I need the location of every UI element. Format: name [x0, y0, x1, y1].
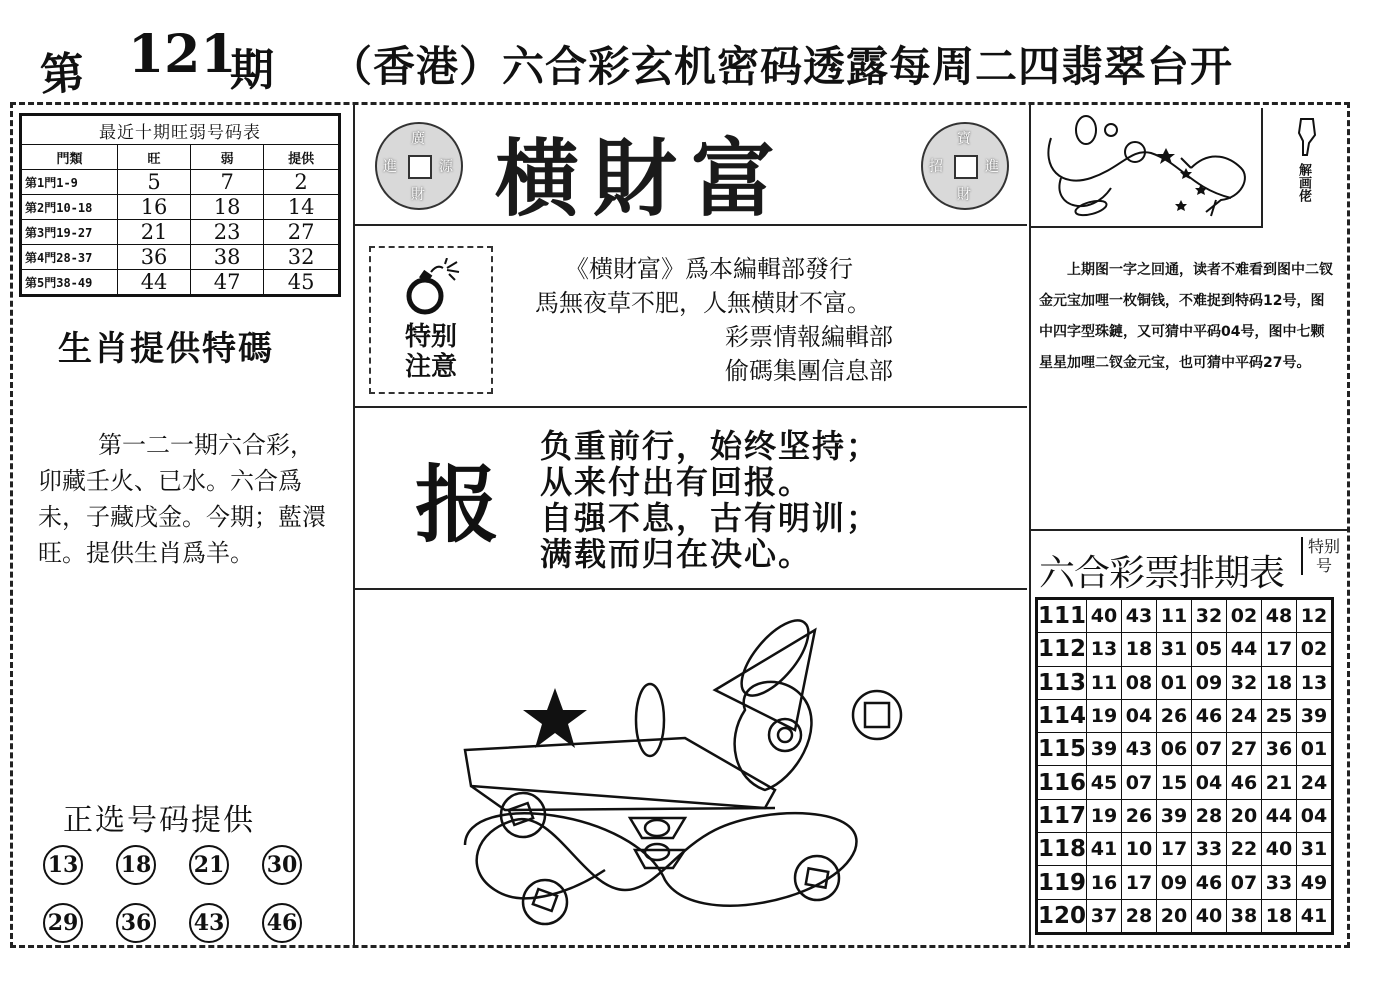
number-cell: 19 [1087, 699, 1122, 732]
number-cell: 04 [1192, 766, 1227, 799]
masthead-title: 横財富 [495, 129, 790, 228]
table-row [21, 245, 340, 270]
provide-value: 45 [264, 270, 340, 296]
number-cell: 07 [1122, 766, 1157, 799]
number-cell: 11 [1087, 666, 1122, 699]
notice-label [381, 322, 481, 382]
number-cell: 39 [1087, 733, 1122, 766]
notice-section [355, 226, 1027, 408]
issue-cell: 115 [1037, 733, 1087, 766]
issue-cell: 111 [1037, 599, 1087, 633]
special-number-cell: 02 [1297, 633, 1333, 666]
gate-label: 第3門19-27 [21, 220, 118, 245]
cold-value: 7 [191, 170, 264, 195]
notice-text [535, 252, 893, 388]
number-cell: 46 [1227, 766, 1262, 799]
number-cell: 46 [1192, 699, 1227, 732]
pick-ball: 29 [43, 903, 83, 943]
number-cell: 33 [1262, 866, 1297, 899]
number-cell: 19 [1087, 799, 1122, 832]
number-cell: 24 [1227, 699, 1262, 732]
gate-label: 第4門28-37 [21, 245, 118, 270]
hint-text: 上期图一字之回通，读者不难看到图中二钗金元宝加哩一枚铜钱，不难捉到特码12号，图中四字型珠鏈，又可猜中平码04号，图中七颗星星加哩二钗金元宝，也可猜中平码27号。 [1039, 262, 1333, 371]
pick-ball: 13 [43, 845, 83, 885]
issue-cell: 119 [1037, 866, 1087, 899]
issue-cell: 113 [1037, 666, 1087, 699]
table-row [1037, 799, 1333, 832]
number-cell: 05 [1192, 633, 1227, 666]
number-cell: 40 [1192, 899, 1227, 933]
notice-line: 馬無夜草不肥，人無横財不富。 [535, 289, 871, 317]
coin-char: 廣 [411, 131, 425, 147]
number-cell: 08 [1122, 666, 1157, 699]
gate-label: 第2門10-18 [21, 195, 118, 220]
number-cell: 02 [1227, 599, 1262, 633]
number-cell: 26 [1122, 799, 1157, 832]
header-gate: 門類 [21, 145, 118, 170]
number-cell: 38 [1227, 899, 1262, 933]
masthead [355, 108, 1027, 226]
number-cell: 40 [1262, 833, 1297, 866]
table-row [1037, 599, 1333, 633]
header-hot: 旺 [118, 145, 191, 170]
issue-cell: 116 [1037, 766, 1087, 799]
zodiac-text: 第一二一期六合彩，卯藏壬火、已水。六合爲未，子藏戌金。今期；藍澴旺。提供生肖爲羊。 [38, 431, 326, 567]
number-cell: 36 [1262, 733, 1297, 766]
header-cold: 弱 [191, 145, 264, 170]
number-cell: 20 [1227, 799, 1262, 832]
table-row [1037, 866, 1333, 899]
number-cell: 44 [1227, 633, 1262, 666]
special-number-cell: 39 [1297, 699, 1333, 732]
coin-char: 進 [383, 159, 397, 175]
special-number-cell: 12 [1297, 599, 1333, 633]
coin-char: 源 [439, 159, 453, 175]
number-cell: 04 [1122, 699, 1157, 732]
poem-section [355, 408, 1027, 590]
number-cell: 37 [1087, 899, 1122, 933]
coin-left-icon [375, 122, 463, 210]
pick-ball: 43 [189, 903, 229, 943]
coin-char: 招 [929, 159, 943, 175]
number-cell: 33 [1192, 833, 1227, 866]
notice-line: 彩票情報編輯部 [725, 323, 893, 351]
right-column [1029, 105, 1349, 945]
provide-value: 2 [264, 170, 340, 195]
number-cell: 17 [1122, 866, 1157, 899]
table-row [21, 195, 340, 220]
issue-prefix: 第 [38, 47, 87, 102]
number-cell: 09 [1157, 866, 1192, 899]
page-title: （香港）六合彩玄机密码透露每周二四翡翠台开 [330, 42, 1234, 91]
number-cell: 31 [1157, 633, 1192, 666]
issue-cell: 117 [1037, 799, 1087, 832]
poem-text [540, 428, 880, 572]
number-cell: 17 [1262, 633, 1297, 666]
special-number-cell: 01 [1297, 733, 1333, 766]
riddle-picture [355, 590, 1027, 942]
table-row [1037, 666, 1333, 699]
special-number-cell: 04 [1297, 799, 1333, 832]
zodiac-title: 生肖提供特碼 [58, 329, 274, 369]
table-row [1037, 733, 1333, 766]
number-cell: 21 [1262, 766, 1297, 799]
picks-title: 正选号码提供 [63, 803, 255, 838]
poem-line: 从来付出有回报。 [540, 463, 813, 501]
number-cell: 07 [1227, 866, 1262, 899]
number-cell: 13 [1087, 633, 1122, 666]
schedule-title: 六合彩票排期表 [1039, 553, 1285, 594]
picks-grid [43, 845, 333, 943]
cold-value: 47 [191, 270, 264, 296]
number-cell: 09 [1192, 666, 1227, 699]
cold-value: 23 [191, 220, 264, 245]
notice-box [369, 246, 493, 394]
poem-line: 自强不息，古有明训； [540, 499, 881, 537]
table-row [1037, 833, 1333, 866]
number-cell: 43 [1122, 733, 1157, 766]
number-cell: 48 [1262, 599, 1297, 633]
number-cell: 40 [1087, 599, 1122, 633]
pick-ball: 18 [116, 845, 156, 885]
notice-label-line: 特别 [404, 322, 457, 352]
number-cell: 25 [1262, 699, 1297, 732]
number-cell: 17 [1157, 833, 1192, 866]
cold-value: 38 [191, 245, 264, 270]
special-label: 特别号 [1301, 537, 1345, 575]
schedule-table [1035, 597, 1334, 935]
number-cell: 28 [1122, 899, 1157, 933]
number-cell: 10 [1122, 833, 1157, 866]
provide-value: 14 [264, 195, 340, 220]
table-row [21, 170, 340, 195]
coin-char: 財 [411, 187, 425, 203]
number-cell: 41 [1087, 833, 1122, 866]
bomb-icon [401, 258, 465, 318]
notice-label-line: 注意 [404, 352, 457, 382]
page-header [30, 20, 1370, 100]
hot-cold-table [19, 113, 341, 297]
table-row [21, 220, 340, 245]
issue-number: 121 [128, 24, 237, 85]
cold-value: 18 [191, 195, 264, 220]
star-icon [523, 688, 587, 748]
provide-value: 27 [264, 220, 340, 245]
hint-drawing [1031, 108, 1261, 226]
number-cell: 45 [1087, 766, 1122, 799]
special-number-cell: 24 [1297, 766, 1333, 799]
table-row [1037, 633, 1333, 666]
number-cell: 18 [1122, 633, 1157, 666]
issue-suffix: 期 [230, 45, 274, 96]
number-cell: 18 [1262, 899, 1297, 933]
poem-line: 满载而归在决心。 [540, 535, 813, 573]
special-number-cell: 13 [1297, 666, 1333, 699]
number-cell: 16 [1087, 866, 1122, 899]
left-column [13, 105, 355, 945]
special-number-cell: 41 [1297, 899, 1333, 933]
number-cell: 32 [1227, 666, 1262, 699]
hot-value: 16 [118, 195, 191, 220]
gate-label: 第1門1-9 [21, 170, 118, 195]
notice-line: 《横財富》爲本編輯部發行 [565, 255, 853, 283]
issue-cell: 120 [1037, 899, 1087, 933]
issue-cell: 114 [1037, 699, 1087, 732]
special-number-cell: 31 [1297, 833, 1333, 866]
number-cell: 28 [1192, 799, 1227, 832]
hot-value: 36 [118, 245, 191, 270]
hint-label: 解画佬 [1296, 163, 1311, 202]
number-cell: 43 [1122, 599, 1157, 633]
hot-value: 44 [118, 270, 191, 296]
pick-ball: 46 [262, 903, 302, 943]
provide-value: 32 [264, 245, 340, 270]
number-cell: 44 [1262, 799, 1297, 832]
table-row [21, 270, 340, 296]
number-cell: 18 [1262, 666, 1297, 699]
pick-ball: 30 [262, 845, 302, 885]
issue-cell: 112 [1037, 633, 1087, 666]
coin-char: 進 [985, 159, 999, 175]
hint-picture [1031, 108, 1263, 228]
issue-cell: 118 [1037, 833, 1087, 866]
poem-big-char: 报 [415, 456, 500, 554]
number-cell: 15 [1157, 766, 1192, 799]
number-cell: 01 [1157, 666, 1192, 699]
notice-line: 偷碼集團信息部 [725, 357, 893, 385]
number-cell: 07 [1192, 733, 1227, 766]
table-row [1037, 899, 1333, 933]
hot-value: 5 [118, 170, 191, 195]
number-cell: 26 [1157, 699, 1192, 732]
coin-char: 財 [957, 187, 971, 203]
table-row [1037, 766, 1333, 799]
pick-ball: 21 [189, 845, 229, 885]
number-cell: 46 [1192, 866, 1227, 899]
schedule-section [1031, 529, 1349, 929]
table-row [1037, 699, 1333, 732]
header-provide: 提供 [264, 145, 340, 170]
pick-ball: 36 [116, 903, 156, 943]
pointing-hand-icon [1293, 117, 1321, 157]
number-cell: 22 [1227, 833, 1262, 866]
number-cell: 06 [1157, 733, 1192, 766]
coin-char: 寶 [957, 131, 971, 147]
hot-value: 21 [118, 220, 191, 245]
gate-label: 第5門38-49 [21, 270, 118, 296]
coin-right-icon [921, 122, 1009, 210]
number-cell: 32 [1192, 599, 1227, 633]
number-cell: 11 [1157, 599, 1192, 633]
riddle-drawing [355, 590, 1027, 942]
hot-cold-caption: 最近十期旺弱号码表 [21, 115, 340, 145]
number-cell: 27 [1227, 733, 1262, 766]
number-cell: 39 [1157, 799, 1192, 832]
poem-line: 负重前行，始终坚持； [540, 427, 881, 465]
number-cell: 20 [1157, 899, 1192, 933]
special-number-cell: 49 [1297, 866, 1333, 899]
